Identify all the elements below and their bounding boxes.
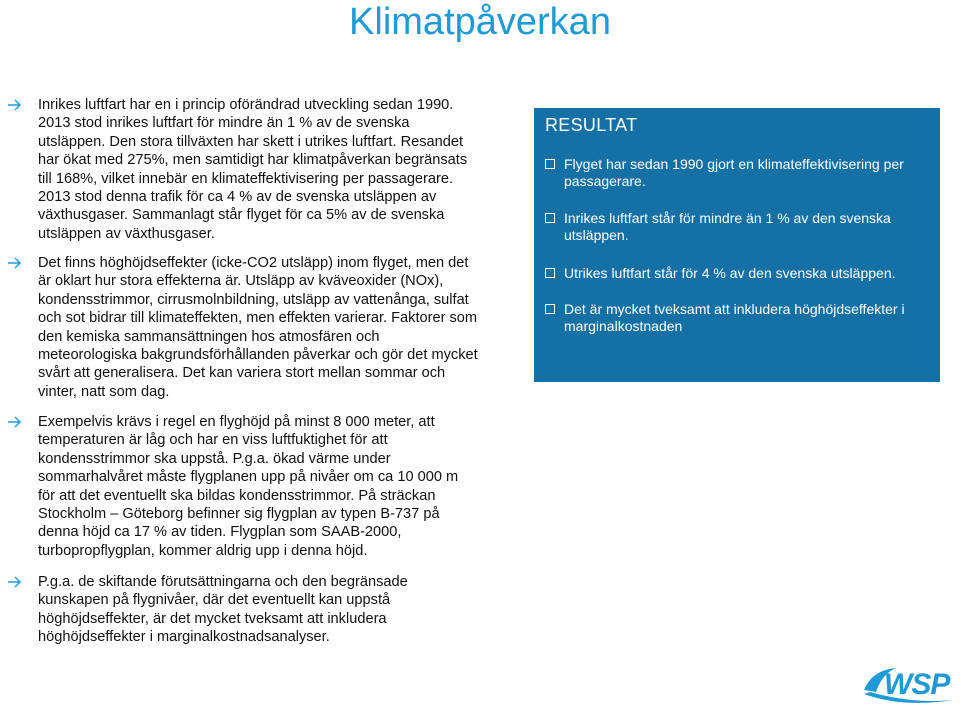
result-item-text: Utrikes luftfart står för 4 % av den svenska utsläppen. xyxy=(564,265,896,281)
checkbox-icon xyxy=(545,304,555,314)
checkbox-icon xyxy=(545,268,555,278)
arrow-right-icon xyxy=(7,413,23,431)
result-box xyxy=(534,108,940,382)
arrow-right-icon xyxy=(7,573,23,591)
wsp-logo xyxy=(862,664,958,710)
result-item-text: Det är mycket tveksamt att inkludera höghöjdseffekter i marginalkostnaden xyxy=(564,301,905,334)
result-item-text: Inrikes luftfart står för mindre än 1 % av den svenska utsläppen. xyxy=(564,210,891,243)
bullet-text: Det finns höghöjdseffekter (icke-CO2 utsläpp) inom flyget, men det är oklart hur stora effekterna är. Utsläpp av kväveoxider (NOx), kondensstrimmor, cirrusmolnbildning, utsläpp av vattenånga, sulfat och sot bidrar till klimateffekten, men effekten varierar. Faktorer som den kemiska sammansättningen hos atmosfären och meteorologiska bakgrundsförhållanden påverkar och gör det mycket svårt att generalisera. Det kan variera stort mellan sommar och vinter, natt som dag. xyxy=(38,255,478,400)
result-item-text: Flyget har sedan 1990 gjort en klimateffektivisering per passagerare. xyxy=(564,156,904,189)
checkbox-icon xyxy=(545,159,555,169)
arrow-right-icon xyxy=(7,254,23,272)
page-title: Klimatpåverkan xyxy=(349,1,611,43)
arrow-right-icon xyxy=(7,96,23,114)
checkbox-icon xyxy=(545,213,555,223)
result-title: RESULTAT xyxy=(545,115,638,135)
bullet-text: Exempelvis krävs i regel en flyghöjd på minst 8 000 meter, att temperaturen är låg och har en viss luftfuktighet för att kondensstrimmor ska uppstå. P.g.a. ökad värme under sommarhalvåret måste flygplanen upp på nivåer om ca 10 000 m för att det eventuellt ska bildas kondensstrimmor. På sträckan Stockholm – Göteborg befinner sig flygplan av typen B-737 på denna höjd ca 17 % av tiden. Flygplan som SAAB-2000, turbopropflygplan, kommer aldrig upp i denna höjd. xyxy=(38,414,459,559)
logo-text: WSP xyxy=(884,668,950,701)
bullet-text: P.g.a. de skiftande förutsättningarna och den begränsade kunskapen på flygnivåer, där det eventuellt kan uppstå höghöjdseffekter, är det mycket tveksamt att inkludera höghöjdseffekter i marginalkostnadsanalyser. xyxy=(38,574,408,646)
bullet-text: Inrikes luftfart har en i princip oförändrad utveckling sedan 1990. 2013 stod inrikes luftfart för mindre än 1 % av de svenska utsläppen. Den stora tillväxten har skett i utrikes luftfart. Resandet har ökat med 275%, men samtidigt har klimatpåverkan begränsats till 168%, vilket innebär en klimateffektivisering per passagerare. 2013 stod denna trafik för ca 4 % av de svenska utsläppen av växthusgaser. Sammanlagt står flyget för ca 5% av de svenska utsläppen av växthusgaser. xyxy=(38,97,468,242)
